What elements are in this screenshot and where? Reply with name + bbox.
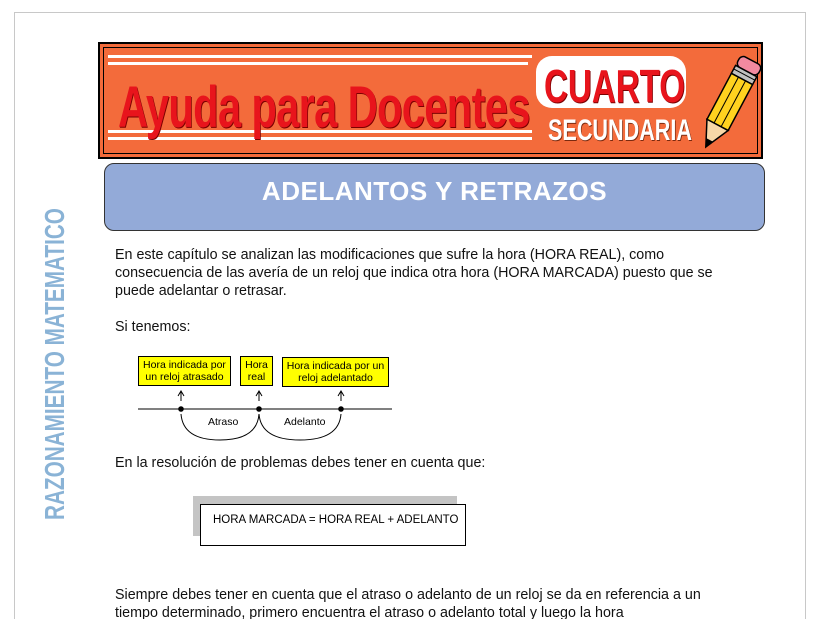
formula-box: [200, 504, 466, 546]
banner-title: Ayuda para Docentes: [118, 75, 530, 140]
siempre-paragraph: Siempre debes tener en cuenta que el atraso o adelanto de un reloj se da en referencia a un tiempo determinado, primero encuentra el atraso o adelanto total y luego la hora: [115, 587, 701, 619]
side-title: RAZONAMIENTO MATEMATICO: [39, 208, 70, 520]
label-atraso: Atraso: [208, 416, 239, 428]
grade-label: CUARTO: [544, 60, 686, 112]
grade-badge: [536, 56, 686, 112]
intro-paragraph: En este capítulo se analizan las modificaciones que sufre la hora (HORA REAL), como consecuencia de las avería de un reloj que indica otra hora (HORA MARCADA) puesto que se puede adelantar o retrasar.: [115, 247, 713, 299]
banner-stripe: [108, 55, 532, 58]
box-hora-real: Hora real: [240, 356, 273, 386]
section-header: [104, 163, 765, 231]
si-tenemos-text: Si tenemos:: [115, 319, 191, 335]
formula-text: HORA MARCADA = HORA REAL + ADELANTO: [213, 514, 459, 526]
banner-frame: [103, 47, 758, 154]
box-hora-adelantado: Hora indicada por un reloj adelantado: [282, 357, 389, 387]
pencil-icon: [692, 50, 762, 159]
label-adelanto: Adelanto: [284, 416, 326, 428]
box-hora-atrasado: Hora indicada por un reloj atrasado: [138, 356, 231, 386]
resolucion-text: En la resolución de problemas debes tener en cuenta que:: [115, 455, 486, 471]
level-label: SECUNDARIA: [548, 114, 693, 147]
banner-stripe: [108, 62, 528, 65]
header-banner: [98, 42, 763, 159]
section-title: ADELANTOS Y RETRAZOS: [261, 176, 608, 206]
